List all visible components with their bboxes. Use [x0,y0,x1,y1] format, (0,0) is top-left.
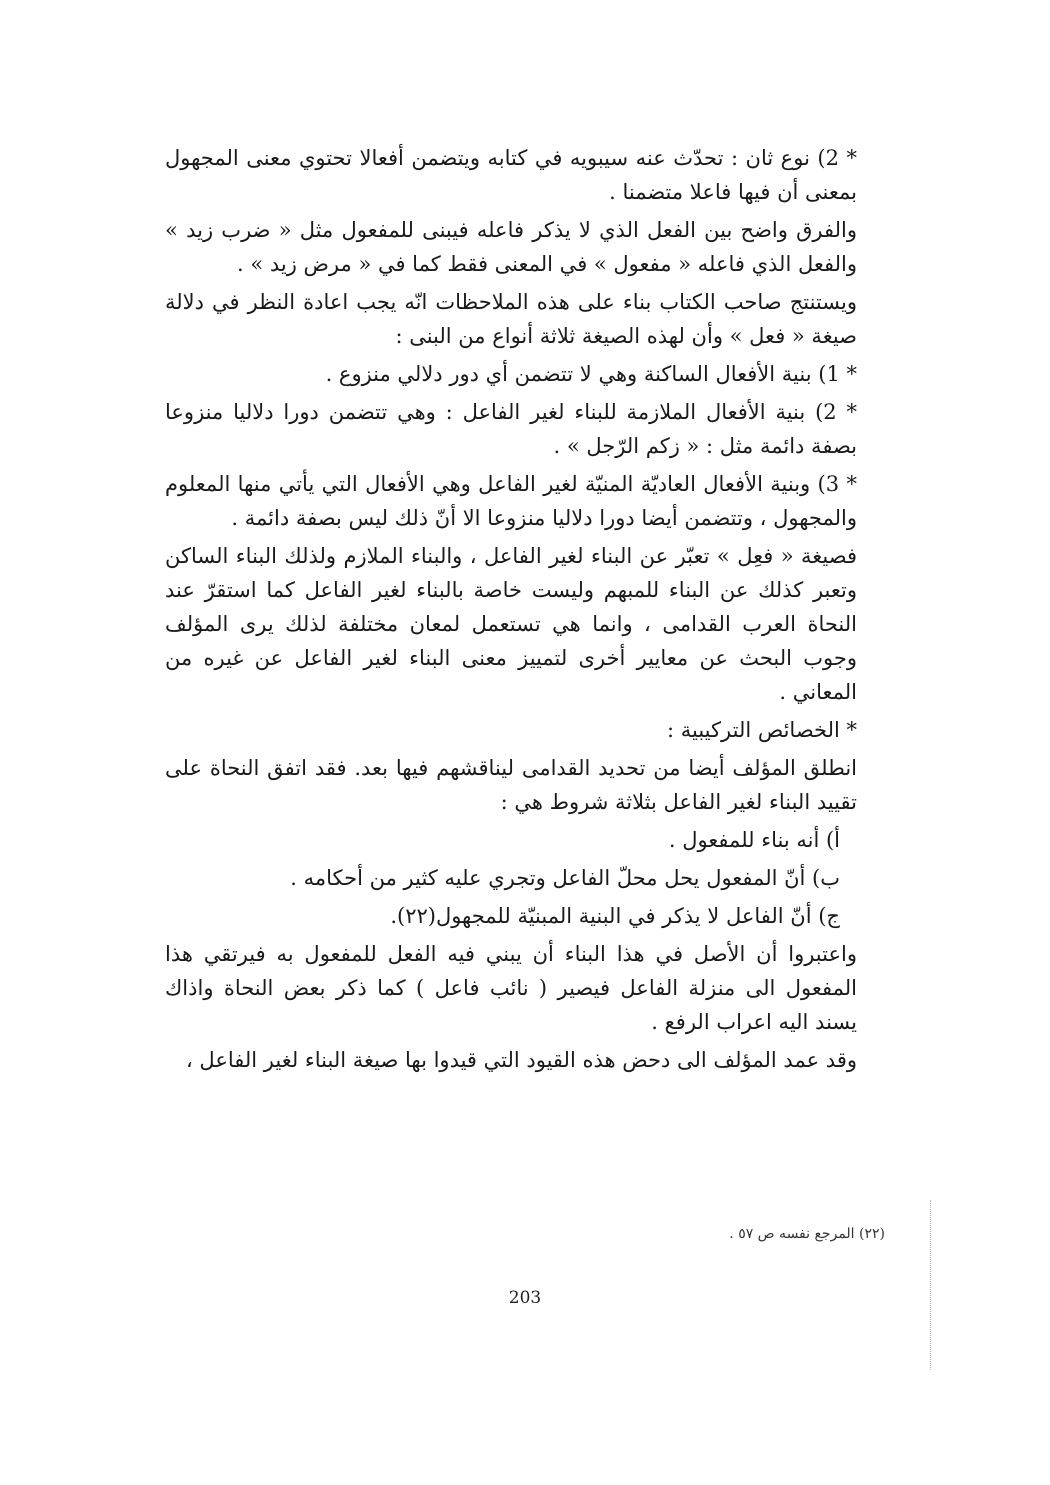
page-number: 203 [508,1288,542,1308]
paragraph: ويستنتج صاحب الكتاب بناء على هذه الملاحظات انّه يجب اعادة النظر في دلالة صيغة « فعل » وأن لهذه الصيغة ثلاثة أنواع من البنى : [165,290,857,348]
paragraph: انطلق المؤلف أيضا من تحديد القدامى ليناقشهم فيها بعد. فقد اتفق النحاة على تقييد البناء لغير الفاعل بثلاثة شروط هي : [165,756,857,814]
paragraph: والفرق واضح بين الفعل الذي لا يذكر فاعله فيبنى للمفعول مثل « ضرب زيد » والفعل الذي فاعله « مفعول » في المعنى فقط كما في « مرض زيد » . [165,218,857,276]
paragraph: ج) أنّ الفاعل لا يذكر في البنية المبنيّة للمجهول(٢٢). [390,904,840,928]
paragraph: * 1) بنية الأفعال الساكنة وهي لا تتضمن أي دور دلالي منزوع . [325,362,857,386]
paragraph: * الخصائص التركيبية : [667,718,857,742]
footnote: (٢٢) المرجع نفسه ص ٥٧ . [729,1226,885,1242]
paragraph: * 2) بنية الأفعال الملازمة للبناء لغير الفاعل : وهي تتضمن دورا دلاليا منزوعا بصفة دائمة مثل : « زكم الرّجل » . [165,400,857,458]
paragraph: ب) أنّ المفعول يحل محلّ الفاعل وتجري عليه كثير من أحكامه . [290,866,840,890]
paragraph: واعتبروا أن الأصل في هذا البناء أن يبني فيه الفعل للمفعول به فيرتقي هذا المفعول الى منزلة الفاعل فيصير ( نائب فاعل ) كما ذكر بعض النحاة واذاك يسند اليه اعراب الرفع . [165,942,857,1034]
paragraph: * 2) نوع ثان : تحدّث عنه سيبويه في كتابه ويتضمن أفعالا تحتوي معنى المجهول بمعنى أن فيها فاعلا متضمنا . [165,146,857,204]
paragraph: فصيغة « فعِل » تعبّر عن البناء لغير الفاعل ، والبناء الملازم ولذلك البناء الساكن وتعبر كذلك عن البناء للمبهم وليست خاصة بالبناء لغير الفاعل كما استقرّ عند النحاة العرب القدامى ، وانما هي تستعمل لمعان مختلفة لذلك يرى المؤلف وجوب البحث عن معايير أخرى لتمييز معنى البناء لغير الفاعل عن غيره من المعاني . [165,544,857,704]
scan-edge-marks [930,1200,934,1370]
paragraph: أ) أنه بناء للمفعول . [668,828,840,852]
paragraph: وقد عمد المؤلف الى دحض هذه القيود التي قيدوا بها صيغة البناء لغير الفاعل ، [185,1048,857,1072]
body-text [165,141,885,1081]
paragraph: * 3) وبنية الأفعال العاديّة المنيّة لغير الفاعل وهي الأفعال التي يأتي منها المعلوم والمجهول ، وتتضمن أيضا دورا دلاليا منزوعا الا أنّ ذلك ليس بصفة دائمة . [165,472,857,530]
